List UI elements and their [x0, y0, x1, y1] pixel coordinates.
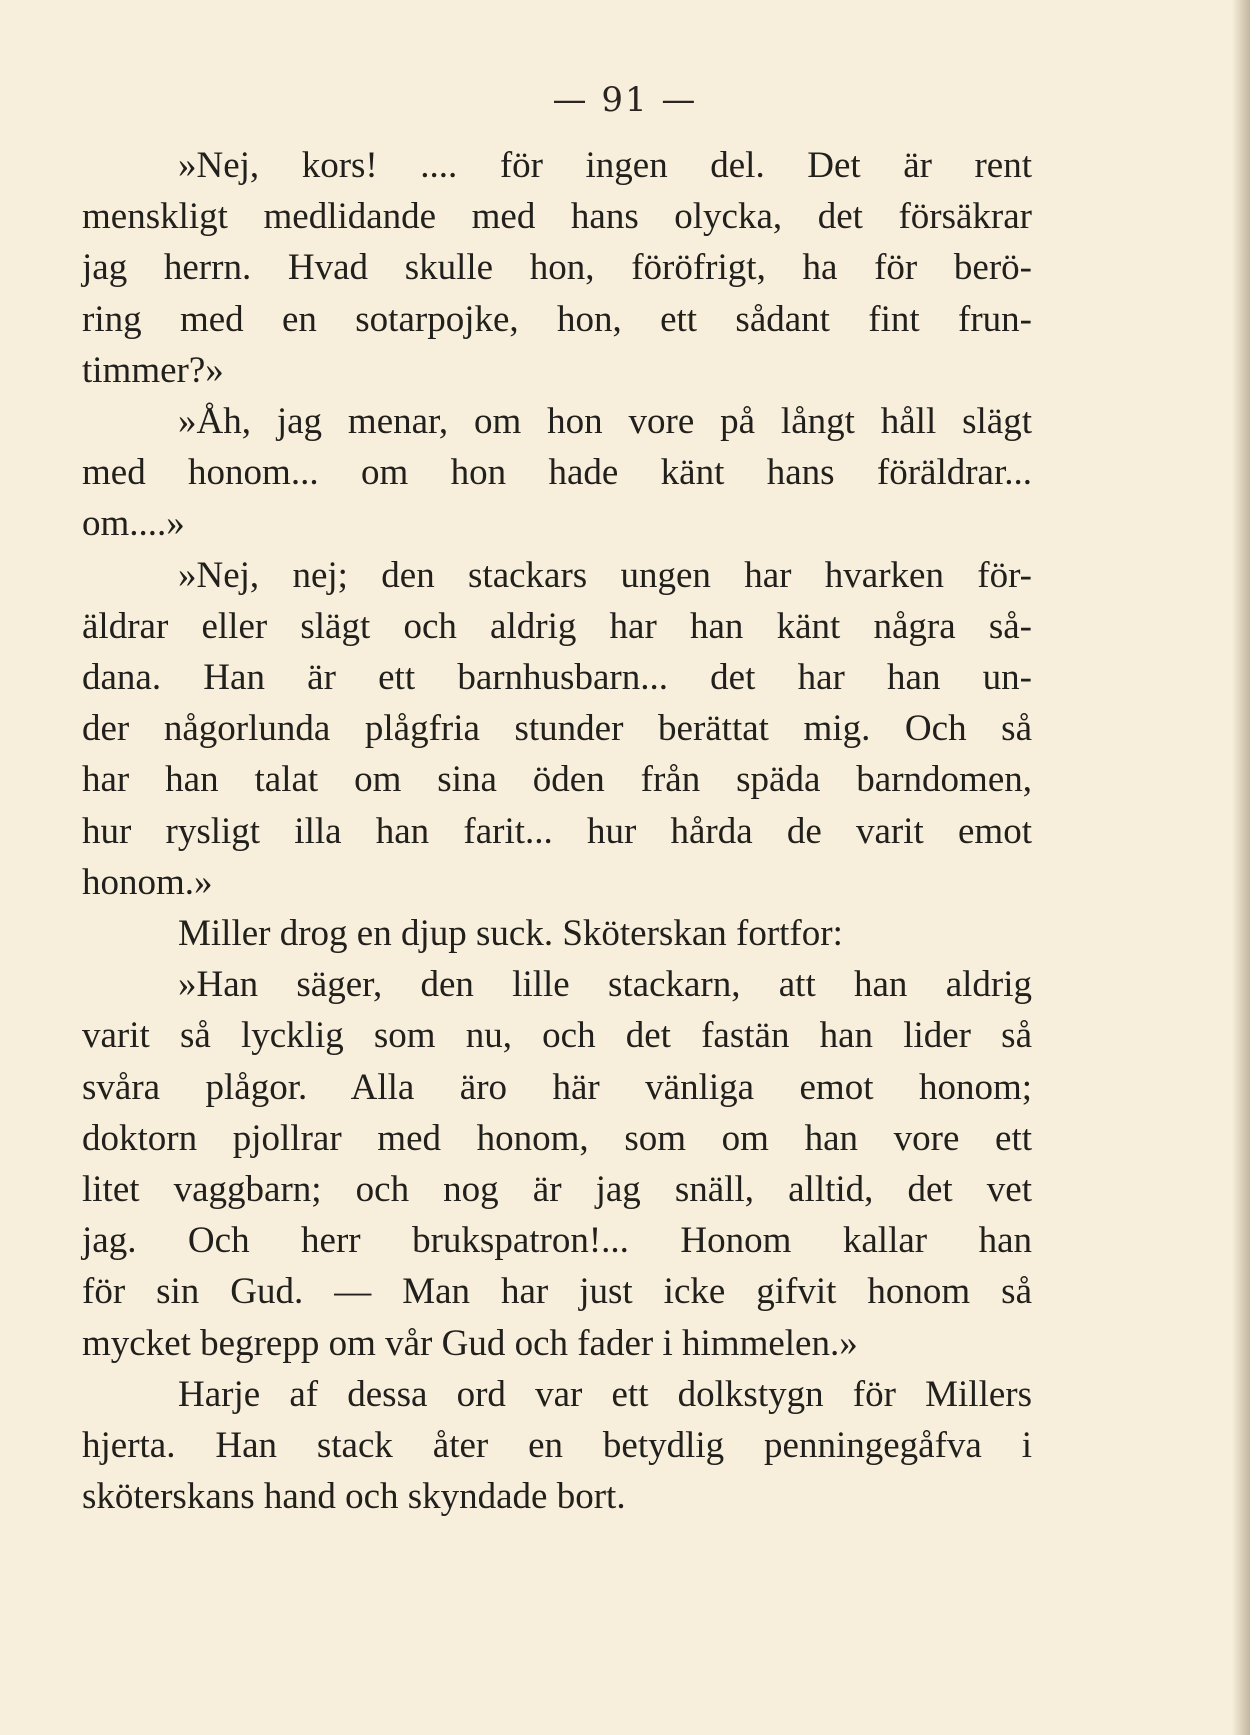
paragraph: [82, 1369, 1032, 1523]
text-line: sköterskans hand och skyndade bort.: [82, 1476, 626, 1518]
text-line: ring med en sotarpojke, hon, ett sådant fint frun-: [82, 298, 1032, 340]
text-line: äldrar eller slägt och aldrig har han känt några så-: [82, 605, 1032, 647]
text-line: litet vaggbarn; och nog är jag snäll, alltid, det vet: [82, 1169, 1032, 1211]
text-line: hjerta. Han stack åter en betydlig penningegåfva i: [82, 1425, 1032, 1467]
text-line: »Nej, kors! .... för ingen del. Det är rent: [178, 145, 1032, 186]
text-line: jag herrn. Hvad skulle hon, föröfrigt, ha för berö-: [82, 247, 1032, 289]
text-line: menskligt medlidande med hans olycka, det försäkrar: [82, 196, 1032, 238]
text-line: dana. Han är ett barnhusbarn... det har han un-: [82, 657, 1032, 699]
text-line: för sin Gud. — Man har just icke gifvit honom så: [82, 1271, 1032, 1313]
paragraph: [82, 396, 1032, 550]
paragraph: [82, 550, 1032, 908]
text-line: honom.»: [82, 861, 213, 903]
text-line: timmer?»: [82, 349, 224, 391]
text-line: mycket begrepp om vår Gud och fader i himmelen.»: [82, 1322, 858, 1364]
paragraph: [82, 908, 1032, 959]
paragraph: [82, 959, 1032, 1369]
text-line: »Nej, nej; den stackars ungen har hvarken för-: [178, 554, 1032, 596]
text-line: der någorlunda plågfria stunder berättat mig. Och så: [82, 708, 1032, 750]
text-line: varit så lycklig som nu, och det fastän han lider så: [82, 1015, 1032, 1057]
text-line: »Åh, jag menar, om hon vore på långt håll slägt: [178, 401, 1032, 443]
body-text: [82, 140, 1032, 1522]
text-line: Miller drog en djup suck. Sköterskan fortfor:: [178, 913, 843, 955]
page-edge-shadow: [1232, 0, 1250, 1735]
paragraph: [82, 140, 1032, 396]
text-line: har han talat om sina öden från späda barndomen,: [82, 759, 1032, 801]
text-line: »Han säger, den lille stackarn, att han aldrig: [178, 964, 1032, 1006]
text-line: Harje af dessa ord var ett dolkstygn för Millers: [178, 1373, 1032, 1415]
page-number: — 91 —: [552, 80, 698, 120]
text-line: om....»: [82, 503, 185, 545]
text-line: svåra plågor. Alla äro här vänliga emot honom;: [82, 1066, 1032, 1108]
text-line: hur rysligt illa han farit... hur hårda de varit emot: [82, 810, 1032, 852]
text-line: med honom... om hon hade känt hans föräldrar...: [82, 452, 1032, 494]
text-line: doktorn pjollrar med honom, som om han vore ett: [82, 1117, 1032, 1159]
text-line: jag. Och herr brukspatron!... Honom kallar han: [82, 1220, 1032, 1262]
